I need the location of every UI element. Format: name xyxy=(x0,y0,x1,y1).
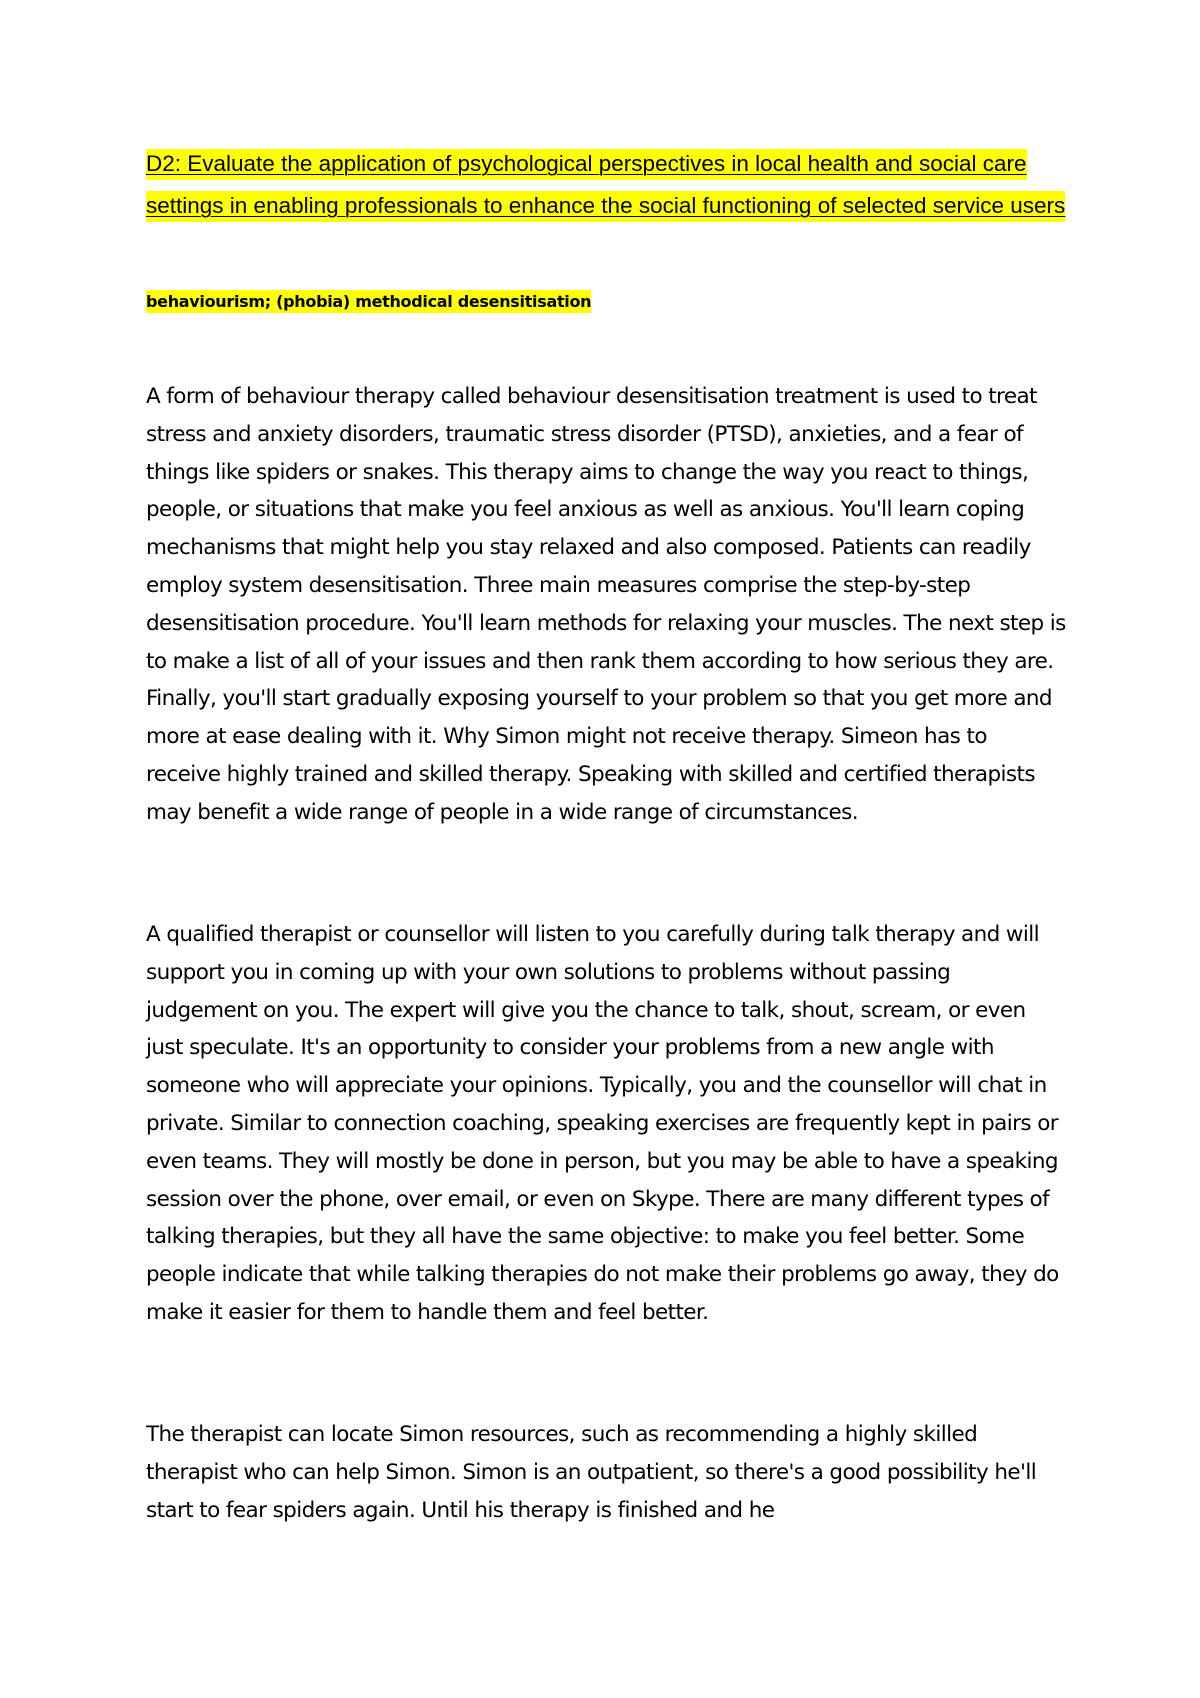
paragraph-desensitisation: A form of behaviour therapy called behaviour desensitisation treatment is used to treat stress and anxiety disorders, traumatic stress disorder (PTSD), anxieties, and a fear of things like spiders or snakes. This therapy aims to change the way you react to things, people, or situations that make you feel anxious as well as anxious. You'll learn coping mechanisms that might help you stay relaxed and also composed. Patients can readily employ system desensitisation. Three main measures comprise the step-by-step desensitisation procedure. You'll learn methods for relaxing your muscles. The next step is to make a list of all of your issues and then rank them according to how serious they are. Finally, you'll start gradually exposing yourself to your problem so that you get more and more at ease dealing with it. Why Simon might not receive therapy. Simeon has to receive highly trained and skilled therapy. Speaking with skilled and certified therapists may benefit a wide range of people in a wide range of circumstances. xyxy=(146,384,1066,825)
heading-highlight: D2: Evaluate the application of psychological perspectives in local health and social care settings in enabling professionals to enhance the social functioning of selected service users xyxy=(146,149,1065,222)
section-subheading xyxy=(146,290,591,314)
assignment-heading xyxy=(146,143,1066,227)
paragraph-talk-therapy: A qualified therapist or counsellor will listen to you carefully during talk therapy and will support you in coming up with your own solutions to problems without passing judgement on you. The expert will give you the chance to talk, shout, scream, or even just speculate. It's an opportunity to consider your problems from a new angle with someone who will appreciate your opinions. Typically, you and the counsellor will chat in private. Similar to connection coaching, speaking exercises are frequently kept in pairs or even teams. They will mostly be done in person, but you may be able to have a speaking session over the phone, over email, or even on Skype. There are many different types of talking therapies, but they all have the same objective: to make you feel better. Some people indicate that while talking therapies do not make their problems go away, they do make it easier for them to handle them and feel better. xyxy=(146,922,1059,1325)
subheading-highlight: behaviourism; (phobia) methodical desensitisation xyxy=(146,292,592,311)
paragraph-therapist-resources: The therapist can locate Simon resources, such as recommending a highly skilled therapist who can help Simon. Simon is an outpatient, so there's a good possibility he'll start to fear spiders again. Until his therapy is finished and he xyxy=(146,1422,1037,1523)
